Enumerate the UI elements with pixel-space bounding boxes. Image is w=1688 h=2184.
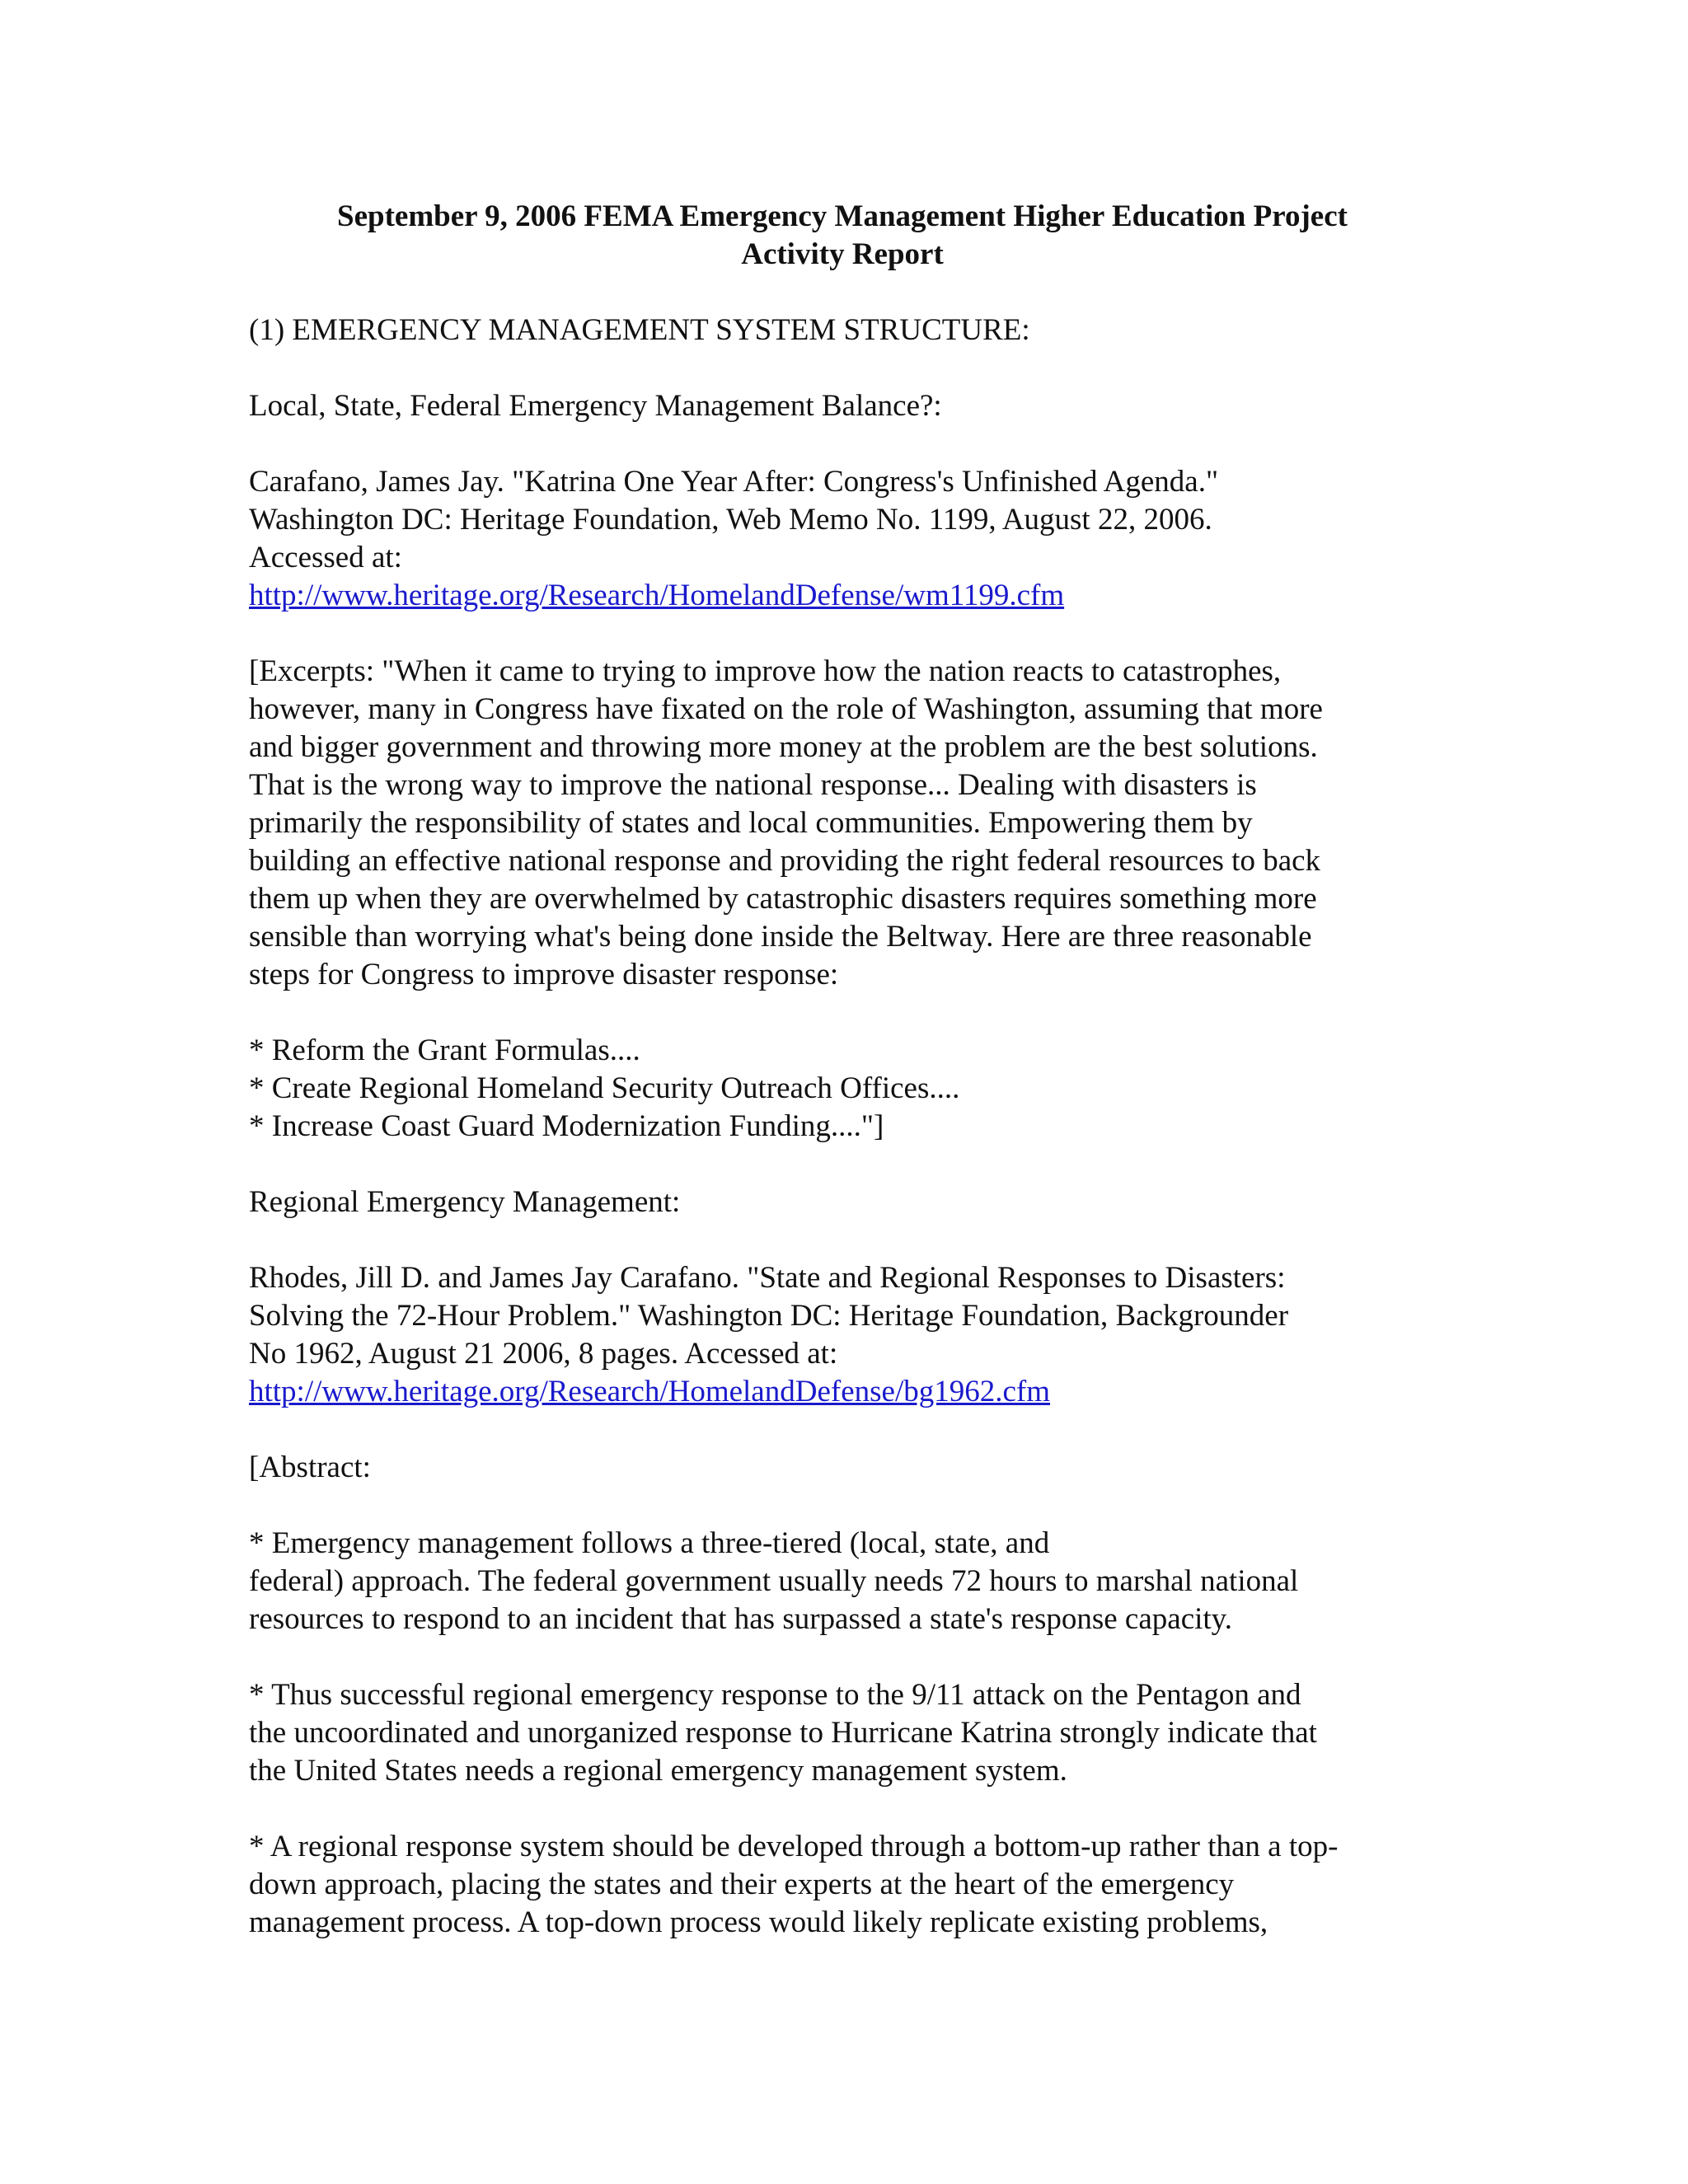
abstract-line: management process. A top-down process would likely replicate existing problems, (249, 1905, 1268, 1939)
section-heading: (1) EMERGENCY MANAGEMENT SYSTEM STRUCTURE: (249, 313, 1030, 347)
citation-line: Rhodes, Jill D. and James Jay Carafano. "State and Regional Responses to Disasters: (249, 1261, 1286, 1295)
excerpt-line: [Excerpts: "When it came to trying to improve how the nation reacts to catastrophes, (249, 654, 1282, 688)
excerpt-line: primarily the responsibility of states and local communities. Empowering them by (249, 806, 1253, 840)
abstract-line: * Emergency management follows a three-tiered (local, state, and (249, 1526, 1050, 1560)
excerpt-line: steps for Congress to improve disaster response: (249, 958, 839, 991)
abstract-line: the United States needs a regional emergency management system. (249, 1754, 1067, 1788)
abstract-line: down approach, placing the states and their experts at the heart of the emergency (249, 1868, 1235, 1901)
excerpt-line: building an effective national response and providing the right federal resources to back (249, 844, 1321, 878)
excerpt-line: sensible than worrying what's being done inside the Beltway. Here are three reasonable (249, 920, 1312, 954)
citation-rhodes (249, 1259, 1436, 1411)
citation-line: Accessed at: (249, 541, 402, 574)
document-page (249, 198, 1436, 1980)
subheading-balance: Local, State, Federal Emergency Management Balance?: (249, 389, 942, 423)
excerpt-line: however, many in Congress have fixated on the role of Washington, assuming that more (249, 692, 1323, 726)
excerpt-line: them up when they are overwhelmed by catastrophic disasters requires something more (249, 882, 1317, 916)
abstract-line: * A regional response system should be developed through a bottom-up rather than a top- (249, 1830, 1339, 1863)
excerpt-line: and bigger government and throwing more money at the problem are the best solutions. (249, 730, 1318, 764)
abstract-line: the uncoordinated and unorganized response to Hurricane Katrina strongly indicate that (249, 1716, 1317, 1750)
citation-line: Solving the 72-Hour Problem." Washington DC: Heritage Foundation, Backgrounder (249, 1299, 1289, 1333)
abstract-bullet (249, 1525, 1436, 1638)
report-title (249, 198, 1436, 274)
citation-line: Carafano, James Jay. "Katrina One Year After: Congress's Unfinished Agenda." (249, 465, 1219, 499)
citation-carafano (249, 463, 1436, 615)
citation-line: No 1962, August 21 2006, 8 pages. Accessed at: (249, 1337, 838, 1371)
abstract-line: * Thus successful regional emergency response to the 9/11 attack on the Pentagon and (249, 1678, 1301, 1712)
excerpt-line: That is the wrong way to improve the national response... Dealing with disasters is (249, 768, 1257, 802)
title-line: September 9, 2006 FEMA Emergency Management Higher Education Project (337, 199, 1348, 233)
citation-line: Washington DC: Heritage Foundation, Web Memo No. 1199, August 22, 2006. (249, 503, 1212, 537)
subheading-regional: Regional Emergency Management: (249, 1185, 681, 1219)
step-item: * Create Regional Homeland Security Outreach Offices.... (249, 1071, 960, 1105)
abstract-line: federal) approach. The federal government usually needs 72 hours to marshal national (249, 1564, 1299, 1598)
steps-list (249, 1032, 1436, 1146)
title-line: Activity Report (741, 237, 944, 271)
abstract-bullet (249, 1828, 1436, 1942)
citation-link[interactable]: http://www.heritage.org/Research/HomelandDefense/wm1199.cfm (249, 579, 1065, 612)
citation-link[interactable]: http://www.heritage.org/Research/HomelandDefense/bg1962.cfm (249, 1375, 1050, 1408)
abstract-line: resources to respond to an incident that has surpassed a state's response capacity. (249, 1602, 1233, 1636)
excerpt-paragraph (249, 653, 1436, 994)
step-item: * Reform the Grant Formulas.... (249, 1033, 640, 1067)
abstract-bullet (249, 1676, 1436, 1790)
abstract-label: [Abstract: (249, 1451, 371, 1484)
step-item: * Increase Coast Guard Modernization Funding...."] (249, 1109, 884, 1143)
